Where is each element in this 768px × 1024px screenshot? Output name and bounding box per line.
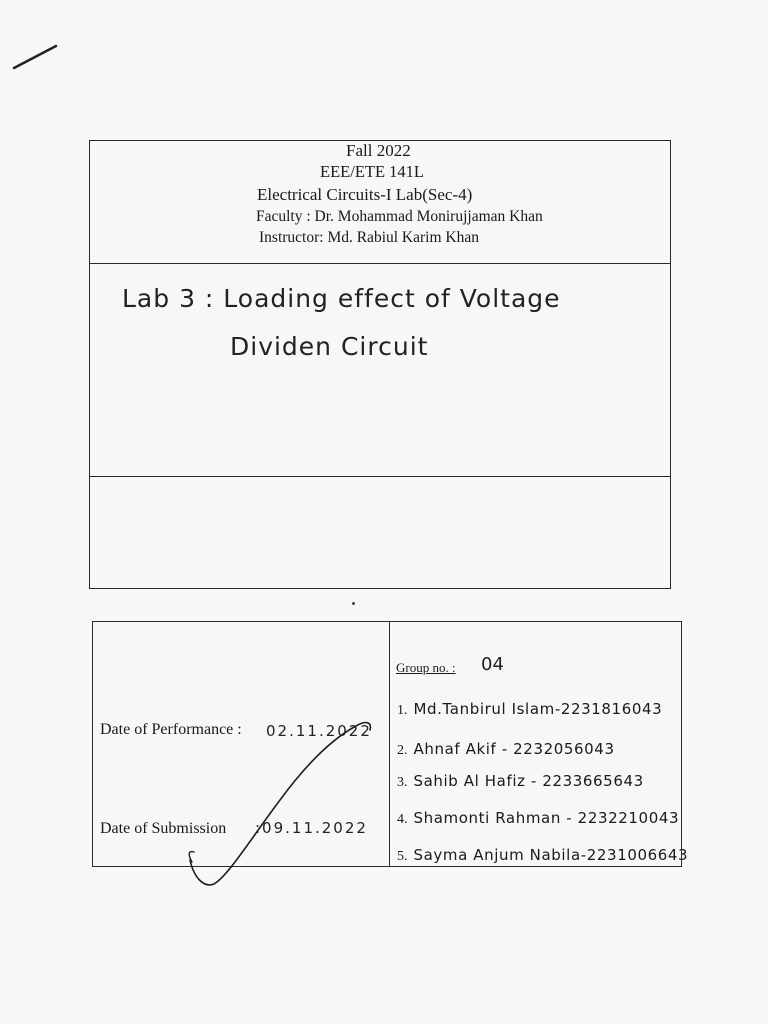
performance-date-value: 02.11.2022 [266, 722, 372, 740]
term: Fall 2022 [346, 141, 411, 160]
instructor: Instructor: Md. Rabiul Karim Khan [259, 229, 479, 246]
course-name: Electrical Circuits-I Lab(Sec-4) [257, 185, 473, 204]
cover-box [89, 140, 671, 589]
member-1 [397, 700, 662, 719]
member-name: Md.Tanbirul Islam-2231816043 [413, 700, 663, 718]
member-number: 1. [397, 703, 408, 718]
group-number-label: Group no. : [396, 660, 456, 675]
member-name: Shamonti Rahman - 2232210043 [413, 809, 680, 827]
group-number-value: 04 [481, 654, 504, 675]
pen-mark [12, 40, 60, 70]
signature-mark [180, 700, 380, 900]
submission-date-label: Date of Submission [100, 820, 227, 837]
member-number: 4. [397, 812, 408, 827]
member-number: 3. [397, 775, 408, 790]
course-code: EEE/ETE 141L [320, 162, 425, 181]
table-divider [389, 622, 390, 866]
member-2 [397, 740, 615, 759]
member-number: 2. [397, 743, 408, 758]
submission-date-value: :09.11.2022 [255, 819, 368, 837]
member-4 [397, 809, 679, 828]
title-divider [90, 476, 670, 477]
member-5 [397, 846, 688, 865]
member-number: 5. [397, 849, 408, 864]
faculty: Faculty : Dr. Mohammad Monirujjaman Khan [256, 208, 543, 225]
header-divider [90, 263, 670, 264]
performance-date-label: Date of Performance : [100, 721, 242, 738]
member-3 [397, 772, 644, 791]
member-name: Sayma Anjum Nabila-2231006643 [413, 846, 689, 864]
member-name: Ahnaf Akif - 2232056043 [413, 740, 615, 758]
speck [352, 602, 355, 605]
member-name: Sahib Al Hafiz - 2233665643 [413, 772, 644, 790]
lab-title-line1: Lab 3 : Loading effect of Voltage [122, 284, 561, 313]
lab-title-line2: Dividen Circuit [230, 332, 429, 361]
